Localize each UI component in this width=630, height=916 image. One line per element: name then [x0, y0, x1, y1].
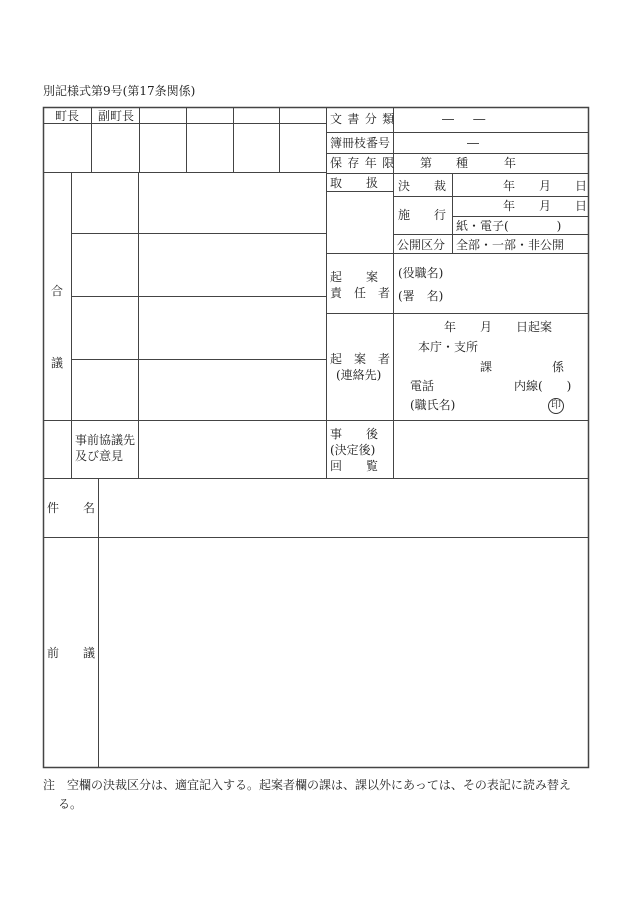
responsible-label-2: 責 任 者: [330, 286, 391, 300]
post-review-label-3: 回 覧: [330, 459, 379, 473]
deputy-mayor-label: 副町長: [98, 109, 135, 123]
decision-date: 年 月 日: [503, 179, 588, 193]
prior-consult-label-1: 事前協議先: [75, 433, 136, 447]
footnote-line-1: 注 空欄の決裁区分は、適宜記入する。起案者欄の課は、課以外にあっては、その表記に読み替え: [43, 778, 571, 792]
post-review-label-2: (決定後): [330, 443, 376, 457]
drafter-date: 年 月 日起案: [444, 320, 553, 334]
drafter-phone: 電話: [410, 379, 435, 393]
ledger-value: ―: [467, 136, 479, 150]
seal-mark: 印: [548, 398, 564, 414]
mayor-label: 町長: [55, 109, 80, 123]
responsible-title: (役職名): [398, 266, 444, 280]
form-title: 別記様式第9号(第17条関係): [43, 84, 196, 98]
responsible-label-1: 起 案: [330, 270, 379, 284]
enforcement-label: 施 行: [398, 208, 447, 222]
consultation-char-2: 議: [51, 356, 64, 370]
disclosure-label: 公開区分: [397, 238, 446, 252]
decision-label: 決 裁: [398, 179, 447, 193]
drafter-label-2: (連絡先): [336, 368, 382, 382]
drafter-office: 本庁・支所: [418, 340, 479, 354]
footnote-line-2: る。: [58, 797, 83, 811]
doc-class-value: ― ―: [442, 112, 489, 126]
drafter-section: 課 係: [480, 360, 565, 374]
drafter-label-1: 起 案 者: [330, 352, 391, 366]
consultation-char-1: 合: [51, 284, 64, 298]
retention-value: 第 種 年: [420, 156, 517, 170]
ledger-label: 簿冊枝番号: [330, 136, 391, 150]
retention-label: 保存年限: [330, 156, 400, 170]
post-review-label-1: 事 後: [330, 427, 379, 441]
doc-class-label: 文書分類: [330, 112, 400, 126]
handling-label: 取 扱: [330, 176, 379, 190]
enforcement-medium: 紙・電子( ): [456, 219, 562, 233]
prior-consult-label-2: 及び意見: [75, 449, 124, 463]
subject-label: 件 名: [47, 501, 96, 515]
drafter-name: (職氏名): [410, 398, 456, 412]
proposal-label: 前 議: [47, 646, 96, 660]
enforcement-date: 年 月 日: [503, 199, 588, 213]
drafter-extension: 内線( ): [514, 379, 572, 393]
disclosure-value: 全部・一部・非公開: [456, 238, 565, 252]
responsible-sign: (署 名): [398, 289, 444, 303]
